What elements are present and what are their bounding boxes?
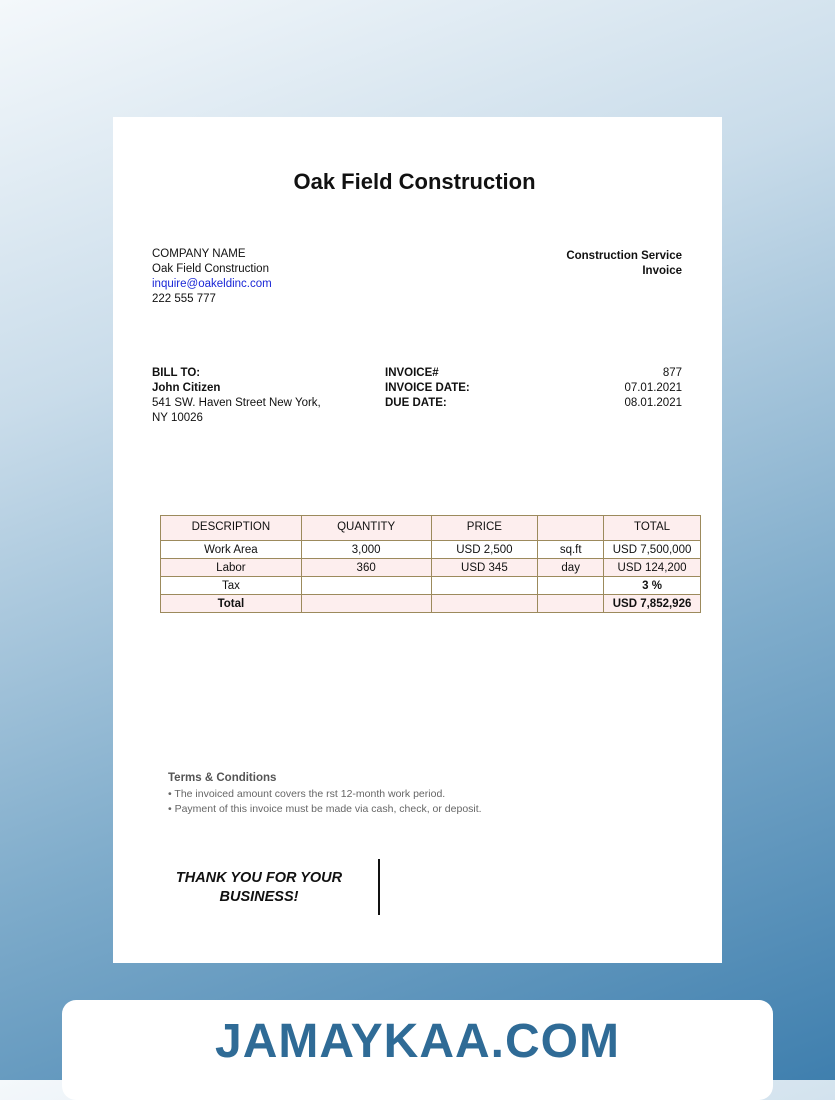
invoice-title: Oak Field Construction (293, 169, 536, 194)
row-description: Labor (161, 559, 302, 577)
document-type (566, 249, 682, 279)
invoice-number: 877 (662, 367, 682, 379)
terms-line-2: • Payment of this invoice must be made via cash, check, or deposit. (168, 803, 482, 815)
due-date: 08.01.2021 (624, 397, 682, 409)
row-unit: day (538, 559, 604, 577)
row-total: 3 % (604, 577, 701, 595)
terms-title: Terms & Conditions (168, 772, 277, 784)
company-name: Oak Field Construction (152, 263, 269, 275)
signature-divider (378, 859, 380, 915)
row-quantity: 360 (301, 559, 431, 577)
thank-you-line2: BUSINESS! (219, 889, 299, 905)
row-quantity: 3,000 (301, 541, 431, 559)
invoice-sheet (113, 117, 722, 963)
invoice-date-label: INVOICE DATE: (385, 382, 470, 394)
invoice-page (129, 133, 700, 955)
table-row (161, 559, 701, 577)
row-quantity (301, 595, 431, 613)
table-header-row (161, 516, 701, 541)
line-items-table (160, 515, 701, 613)
row-price (431, 577, 538, 595)
header-total: TOTAL (604, 516, 701, 541)
row-unit (538, 595, 604, 613)
row-description: Work Area (161, 541, 302, 559)
company-block (152, 247, 272, 307)
document-type-line1: Construction Service (566, 250, 682, 262)
bill-to-block (152, 366, 321, 426)
company-email[interactable]: inquire@oakeldinc.com (152, 278, 272, 290)
thank-you-line1: THANK YOU FOR YOUR (175, 870, 343, 886)
company-label: COMPANY NAME (152, 248, 246, 260)
row-quantity (301, 577, 431, 595)
table-row (161, 577, 701, 595)
document-type-line2: Invoice (642, 265, 682, 277)
row-price: USD 345 (431, 559, 538, 577)
bill-to-address-line1: 541 SW. Haven Street New York, (152, 397, 321, 409)
terms-line-1: • The invoiced amount covers the rst 12-month work period. (168, 788, 446, 800)
row-price: USD 2,500 (431, 541, 538, 559)
due-date-label: DUE DATE: (385, 397, 447, 409)
company-phone: 222 555 777 (152, 293, 216, 305)
row-total: USD 124,200 (604, 559, 701, 577)
table-total-row (161, 595, 701, 613)
row-price (431, 595, 538, 613)
row-total: USD 7,500,000 (604, 541, 701, 559)
invoice-date: 07.01.2021 (624, 382, 682, 394)
total-label: Total (161, 595, 302, 613)
watermark-brand: JAMAYKAA.COM (215, 1015, 620, 1068)
row-unit (538, 577, 604, 595)
table-row (161, 541, 701, 559)
bill-to-name: John Citizen (152, 382, 221, 394)
grand-total: USD 7,852,926 (604, 595, 701, 613)
header-quantity: QUANTITY (301, 516, 431, 541)
header-price: PRICE (431, 516, 538, 541)
invoice-meta-values (624, 366, 682, 411)
watermark-banner (62, 1000, 773, 1100)
bill-to-label: BILL TO: (152, 367, 201, 379)
invoice-paper (129, 133, 700, 955)
header-description: DESCRIPTION (161, 516, 302, 541)
header-unit (538, 516, 604, 541)
row-unit: sq.ft (538, 541, 604, 559)
invoice-meta-labels (385, 366, 470, 411)
bill-to-address-line2: NY 10026 (152, 412, 203, 424)
invoice-number-label: INVOICE# (385, 367, 439, 379)
thank-you-note (169, 869, 349, 907)
row-description: Tax (161, 577, 302, 595)
